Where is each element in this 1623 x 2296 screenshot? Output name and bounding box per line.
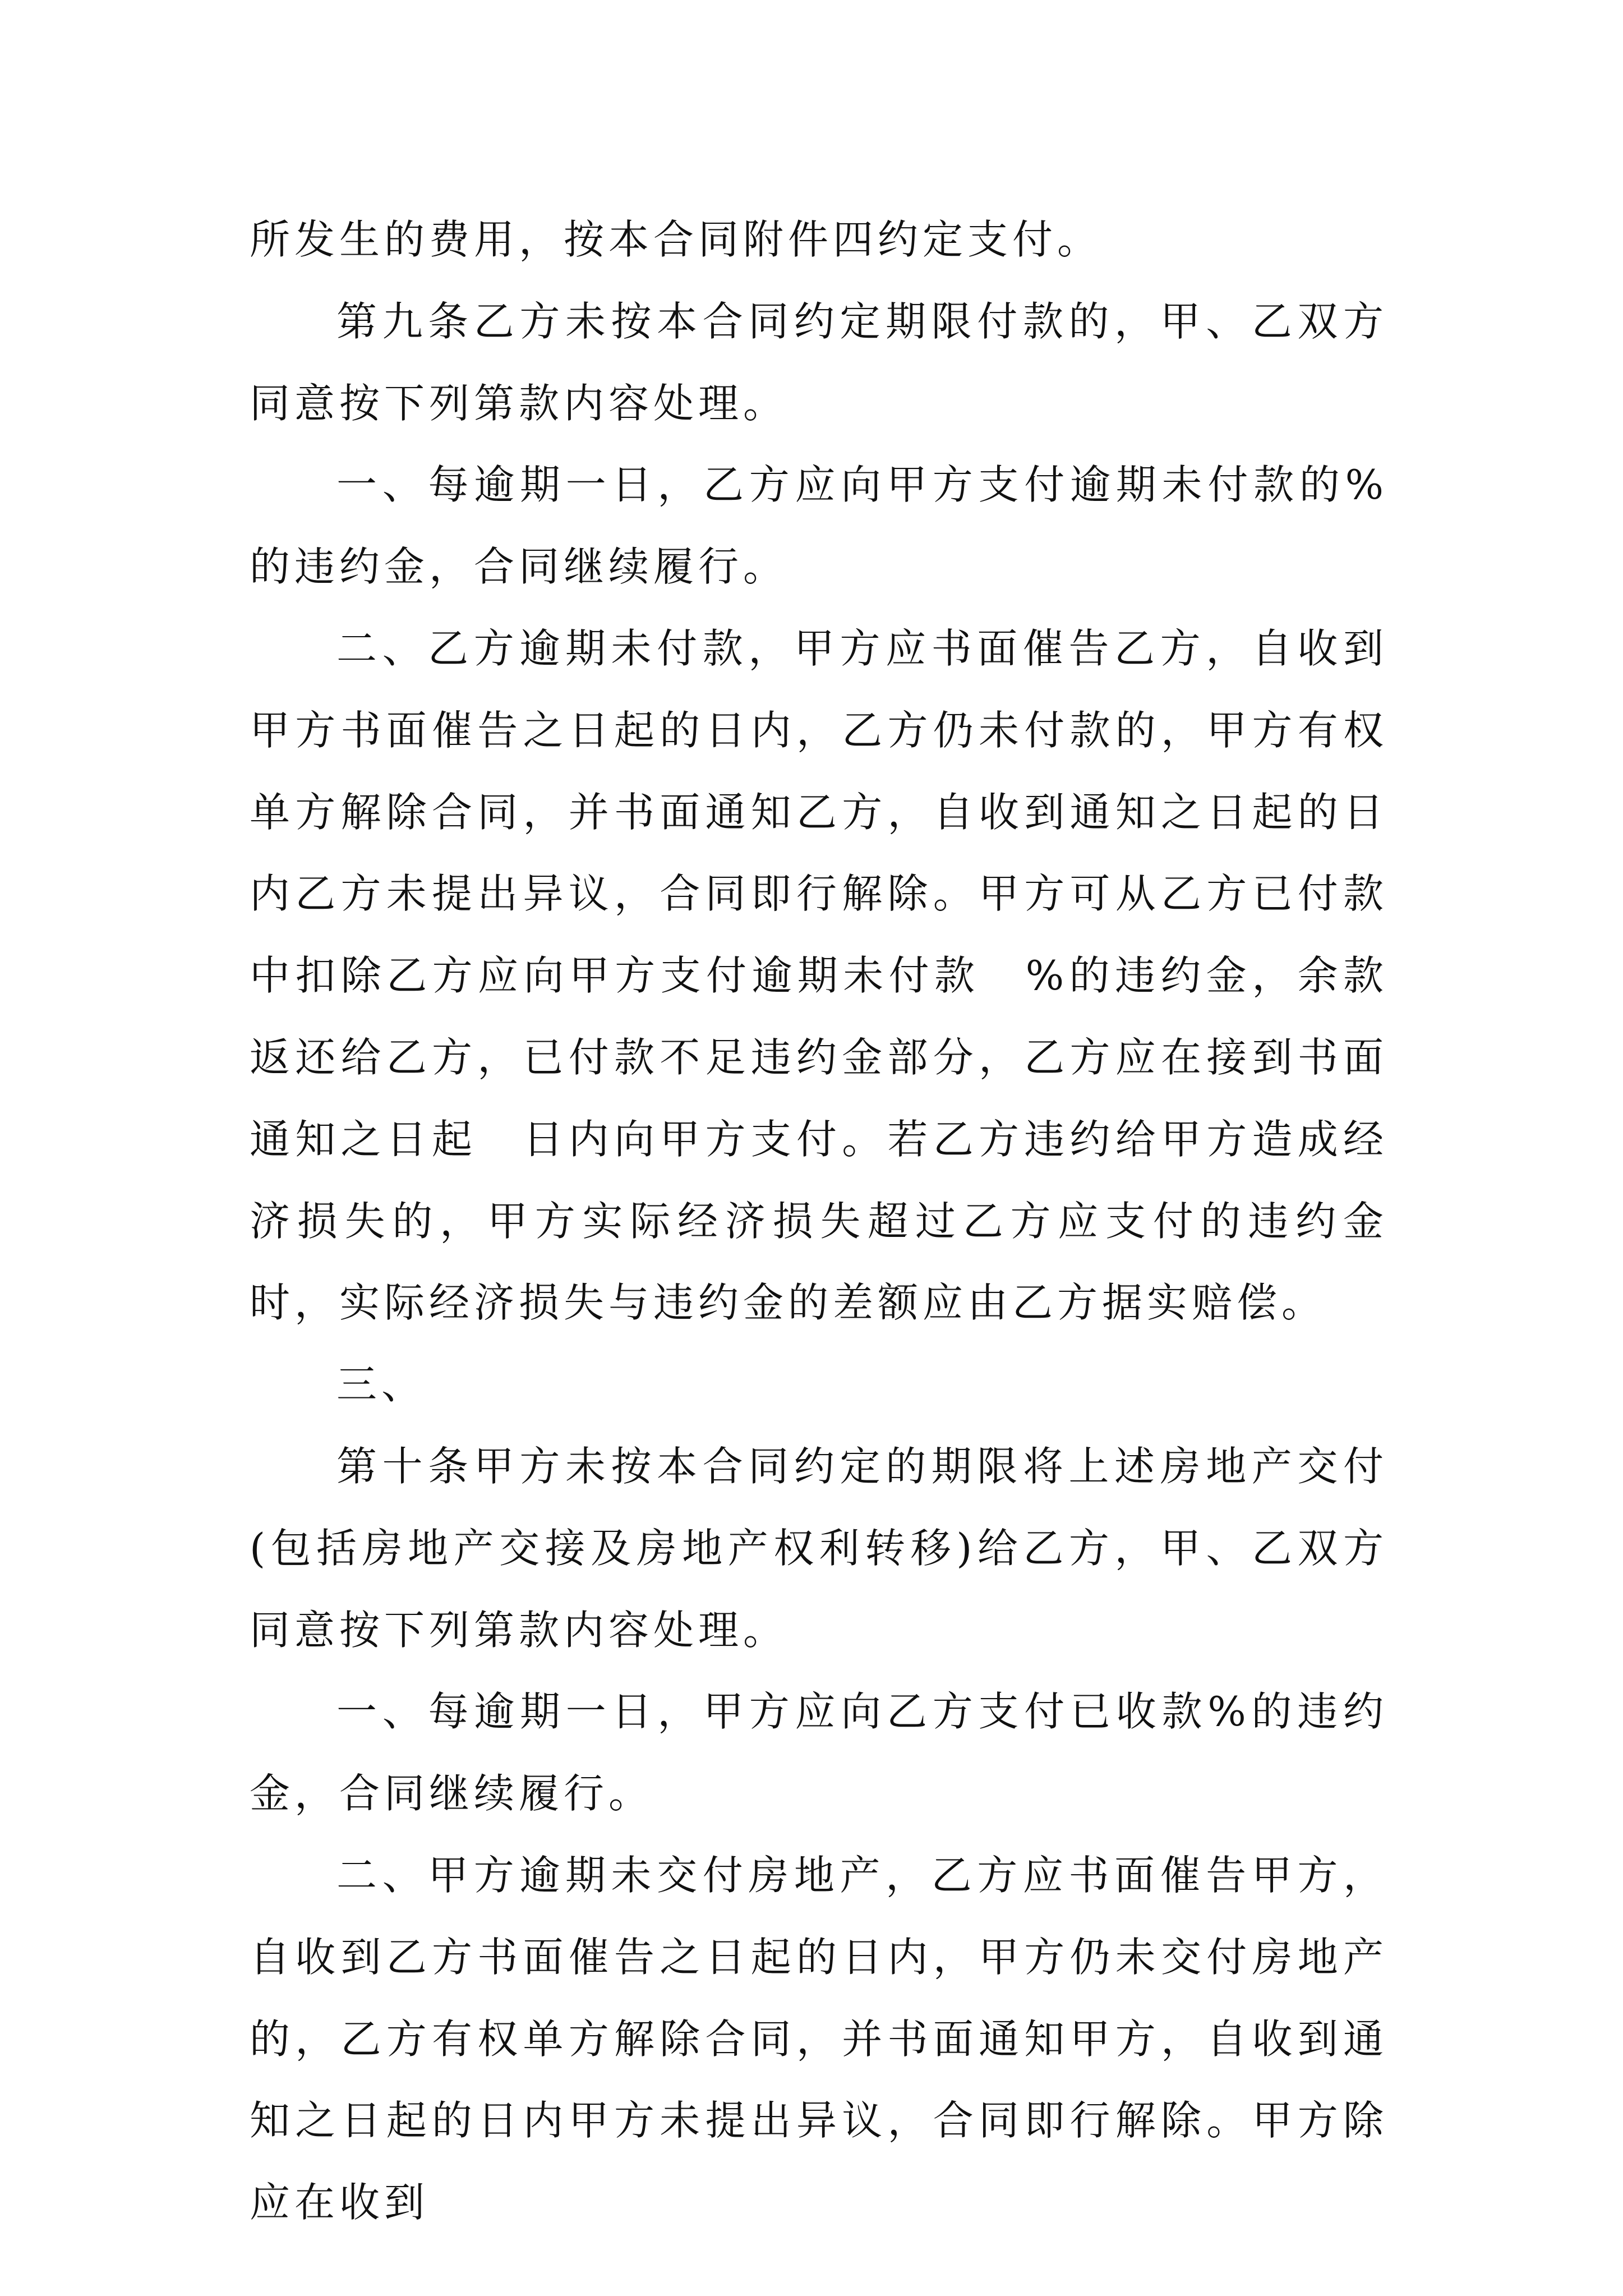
paragraph-article-9: 第九条乙方未按本合同约定期限付款的，甲、乙双方同意按下列第款内容处理。 — [250, 297, 1388, 427]
paragraph-article-10: 第十条甲方未按本合同约定的期限将上述房地产交付(包括房地产交接及房地产权利转移)给乙方，甲、乙双方同意按下列第款内容处理。 — [250, 1442, 1388, 1654]
paragraph-article-10-item-2: 二、甲方逾期未交付房地产，乙方应书面催告甲方，自收到乙方书面催告之日起的日内，甲方仍未交付房地产的，乙方有权单方解除合同，并书面通知甲方，自收到通知之日起的日内甲方未提出异议，合同即行解除。甲方除应在收到 — [250, 1851, 1388, 2226]
paragraph-fee-continuation: 所发生的费用，按本合同附件四约定支付。 — [250, 216, 1103, 263]
paragraph-article-9-item-3: 三、 — [336, 1361, 427, 1409]
document-body — [250, 199, 1388, 2244]
paragraph-article-9-item-1: 一、每逾期一日，乙方应向甲方支付逾期未付款的%的违约金，合同继续履行。 — [250, 461, 1388, 591]
paragraph-article-10-item-1: 一、每逾期一日，甲方应向乙方支付已收款%的违约金，合同继续履行。 — [250, 1688, 1388, 1818]
paragraph-article-9-item-2: 二、乙方逾期未付款，甲方应书面催告乙方，自收到甲方书面催告之日起的日内，乙方仍未付款的，甲方有权单方解除合同，并书面通知乙方，自收到通知之日起的日内乙方未提出异议，合同即行解除。甲方可从乙方已付款中扣除乙方应向甲方支付逾期未付款 %的违约金，余款返还给乙方，已付款不足违约金部分，乙方应在接到书面通知之日起 日内向甲方支付。若乙方违约给甲方造成经济损失的，甲方实际经济损失超过乙方应支付的违约金时，实际经济损失与违约金的差额应由乙方据实赔偿。 — [250, 624, 1388, 1327]
